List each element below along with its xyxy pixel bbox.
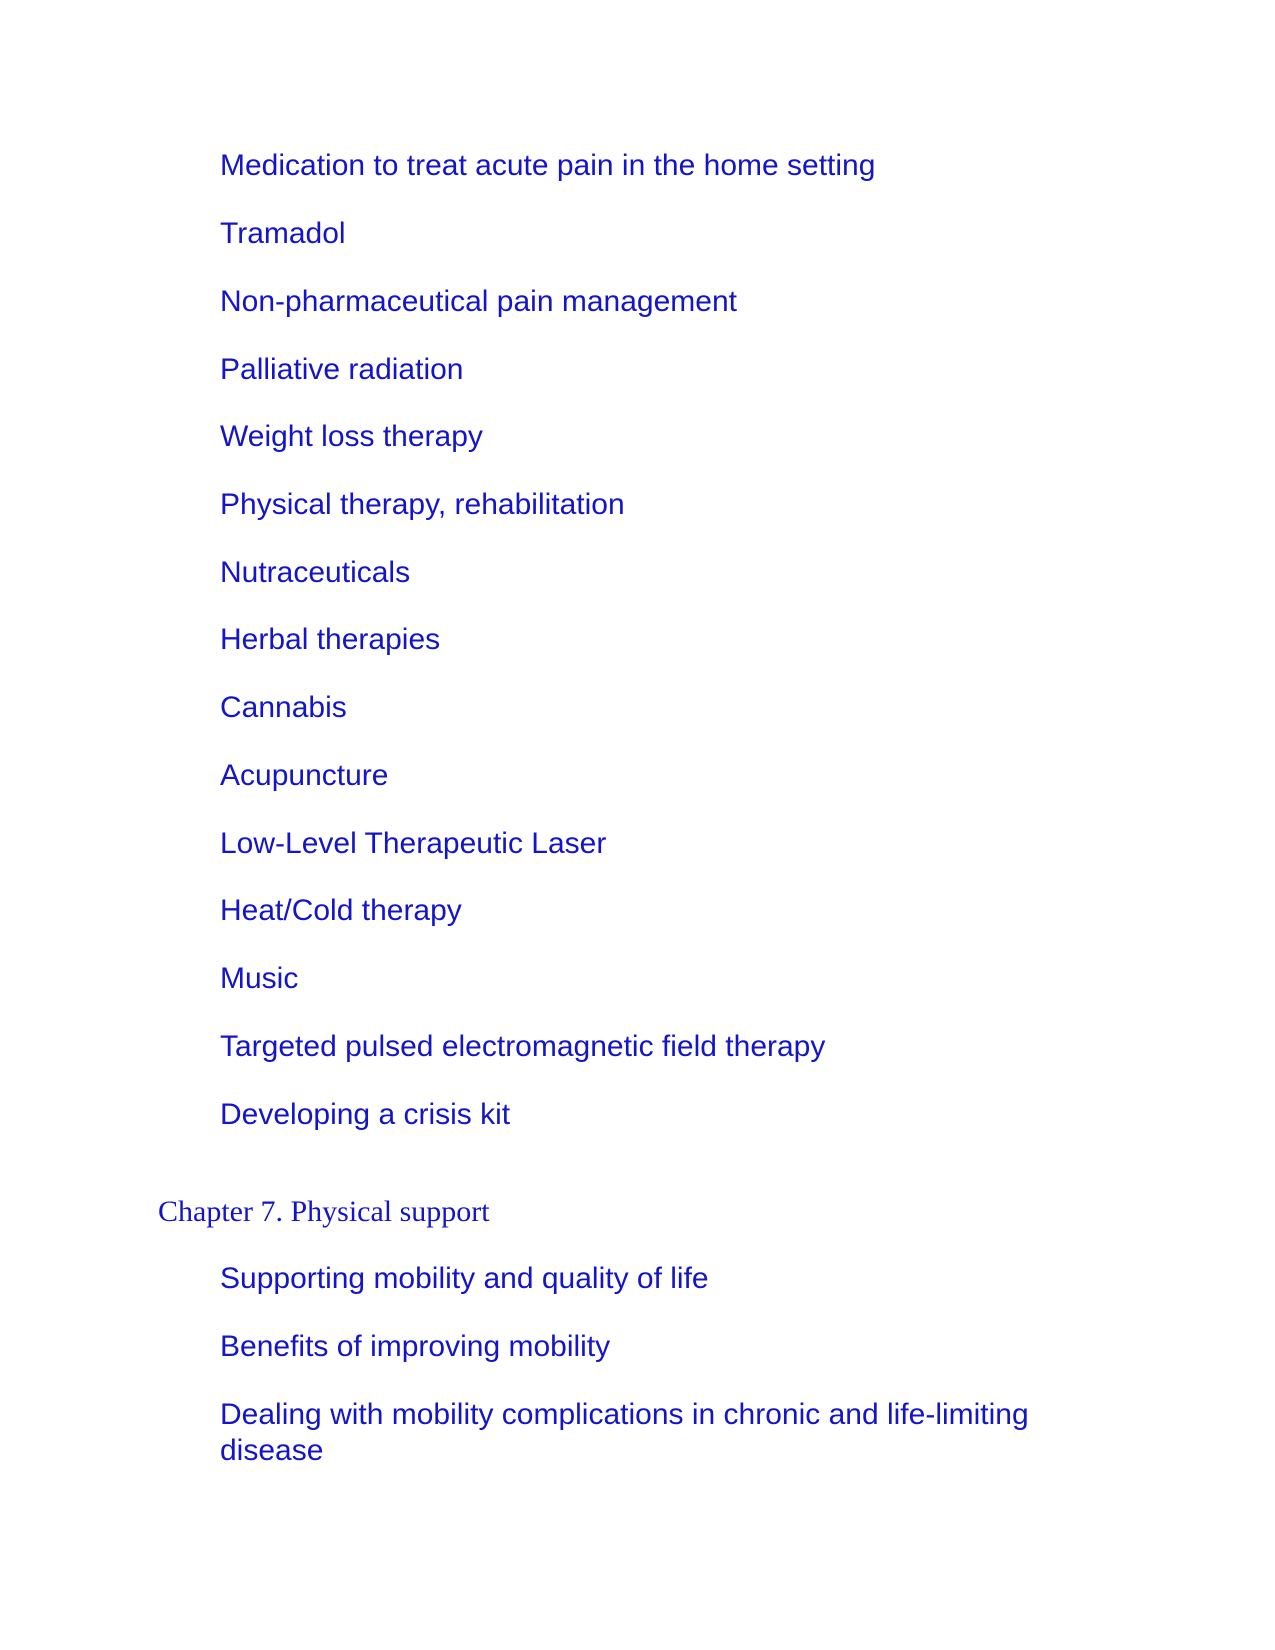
toc-link-low-level-laser[interactable]: Low-Level Therapeutic Laser xyxy=(220,827,607,860)
toc-link-benefits-of-mobility[interactable]: Benefits of improving mobility xyxy=(220,1330,611,1363)
toc-link-supporting-mobility[interactable]: Supporting mobility and quality of life xyxy=(220,1262,709,1295)
toc-link-acute-pain-medication[interactable]: Medication to treat acute pain in the home setting xyxy=(220,149,876,182)
toc-link-acupuncture[interactable]: Acupuncture xyxy=(220,759,389,792)
toc-link-physical-therapy[interactable]: Physical therapy, rehabilitation xyxy=(220,488,625,521)
toc-link-crisis-kit[interactable]: Developing a crisis kit xyxy=(220,1098,511,1131)
toc-link-tramadol[interactable]: Tramadol xyxy=(220,217,346,250)
toc-link-heat-cold-therapy[interactable]: Heat/Cold therapy xyxy=(220,894,462,927)
toc-link-herbal-therapies[interactable]: Herbal therapies xyxy=(220,623,441,656)
toc-link-nutraceuticals[interactable]: Nutraceuticals xyxy=(220,556,411,589)
toc-link-music[interactable]: Music xyxy=(220,962,299,995)
toc-link-cannabis[interactable]: Cannabis xyxy=(220,691,347,724)
toc-link-pemf-therapy[interactable]: Targeted pulsed electromagnetic field therapy xyxy=(220,1030,826,1063)
toc-link-weight-loss-therapy[interactable]: Weight loss therapy xyxy=(220,420,483,453)
toc-link-palliative-radiation[interactable]: Palliative radiation xyxy=(220,353,464,386)
toc-link-mobility-complications[interactable]: Dealing with mobility complications in chronic and life-limiting disease xyxy=(220,1398,1029,1467)
chapter-heading: Chapter 7. Physical support xyxy=(158,1195,490,1228)
toc-link-non-pharmaceutical-pain-management[interactable]: Non-pharmaceutical pain management xyxy=(220,285,737,318)
